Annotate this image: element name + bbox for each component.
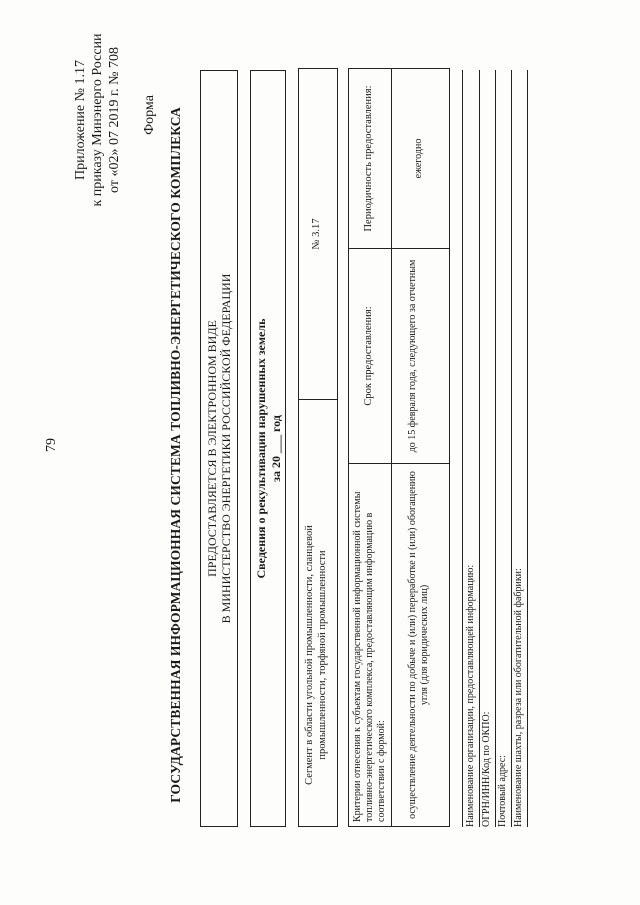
org-address-row [497, 70, 512, 827]
report-title: Сведения о рекультивации нарушенных земель [254, 318, 268, 579]
periodicity-header: Периодичность предоставления: [363, 85, 374, 232]
criteria-header: Критерии отнесения к субъектам государственной информационной системы топливно-энергетического комплекса, предоставляющим информацию в соответствии с формой: [352, 491, 387, 822]
periodicity-value: ежегодно [413, 138, 424, 179]
report-title-box [250, 70, 286, 827]
criteria-table [348, 68, 450, 827]
submission-line-1: ПРЕДОСТАВЛЯЕТСЯ В ЭЛЕКТРОННОМ ВИДЕ [205, 320, 219, 577]
segment-box [298, 68, 338, 827]
criteria-value: осуществление деятельности по добыче и (или) переработке и (или) обогащению угля (для юридических лиц) [407, 471, 430, 819]
org-mine-label: Наименование шахты, разреза или обогатительной фабрики: [513, 568, 524, 827]
system-title: ГОСУДАРСТВЕННАЯ ИНФОРМАЦИОННАЯ СИСТЕМА ТОПЛИВНО-ЭНЕРГЕТИЧЕСКОГО КОМПЛЕКСА [168, 107, 183, 803]
appendix-reference [72, 15, 123, 225]
form-label: Форма [142, 95, 157, 135]
segment-number: № 3.17 [311, 218, 322, 250]
page-number: 79 [44, 438, 59, 452]
appendix-line-1: Приложение № 1.17 [73, 60, 88, 180]
submission-line-2: В МИНИСТЕРСТВО ЭНЕРГЕТИКИ РОССИЙСКОЙ ФЕДЕРАЦИИ [219, 273, 233, 624]
org-name-label: Наименование организации, предоставляющей информацию: [465, 564, 476, 827]
criteria-col-divider-1 [349, 463, 449, 464]
organization-info [462, 70, 527, 827]
org-name-row [465, 70, 480, 827]
org-ids-label: ОГРН/ИНН/Код по ОКПО: [481, 711, 492, 827]
appendix-line-2: к приказу Минэнерго России [90, 33, 105, 207]
submission-box [200, 70, 238, 827]
report-year: за 20 ___ год [269, 415, 283, 482]
deadline-value: до 15 февраля года, следующего за отчетным [407, 259, 418, 453]
segment-label: Сегмент в области угольной промышленности, сланцевой промышленности, торфяной промышленности [304, 525, 328, 785]
criteria-row-divider [391, 69, 392, 826]
org-ids-row [481, 70, 496, 827]
appendix-line-3: от «02» 07 2019 г. № 708 [107, 47, 122, 193]
org-mine-row [513, 70, 528, 827]
deadline-header: Срок предоставления: [363, 306, 374, 406]
segment-divider [299, 399, 337, 400]
org-address-label: Почтовый адрес: [497, 755, 508, 827]
